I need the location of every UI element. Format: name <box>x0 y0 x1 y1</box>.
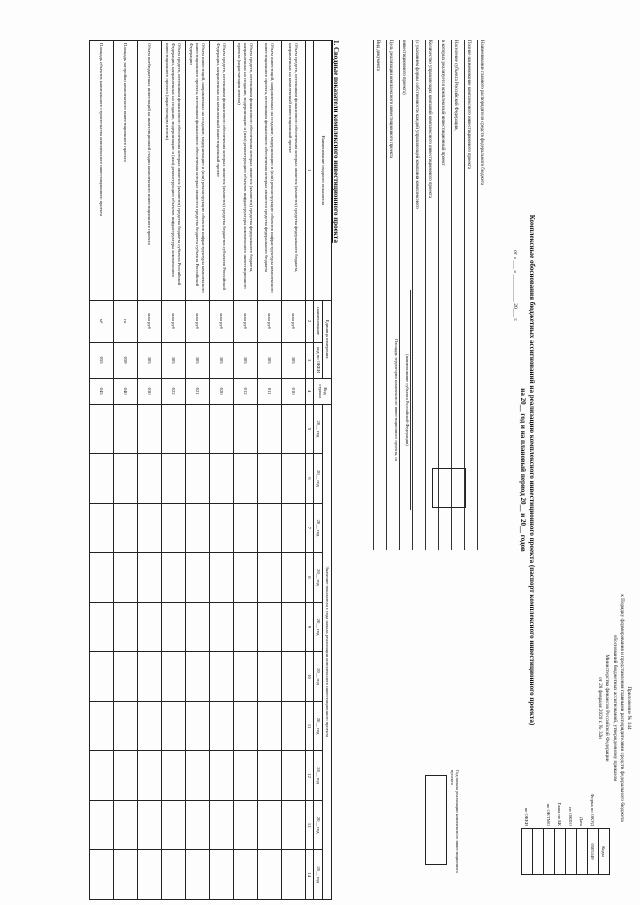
value-cell[interactable] <box>89 701 113 751</box>
indicator-name: Объем средств, источником финансового обеспечения которых является (являются) средства федерального бюджета, направленных на комплексный инвестиционный проект <box>281 41 305 301</box>
value-cell[interactable] <box>161 404 185 454</box>
value-cell[interactable] <box>257 454 281 504</box>
value-cell[interactable] <box>161 800 185 850</box>
value-cell[interactable] <box>89 503 113 553</box>
value-cell[interactable] <box>209 602 233 652</box>
table-row <box>113 41 137 900</box>
table-row <box>137 41 161 900</box>
value-cell[interactable] <box>137 404 161 454</box>
column-number-row <box>305 41 314 900</box>
line-code: 020 <box>209 378 233 404</box>
field-label: Наименование главного распорядителя средств федерального бюджета <box>479 40 484 186</box>
value-cell[interactable] <box>257 800 281 850</box>
value-cell[interactable] <box>89 602 113 652</box>
value-cell[interactable] <box>209 503 233 553</box>
value-cell[interactable] <box>209 800 233 850</box>
indicator-name: Площадь объектов капитального строительства комплексного инвестиционного проекта <box>89 41 113 301</box>
col-number: 6 <box>305 454 314 504</box>
indicators-table <box>89 40 332 900</box>
value-cell[interactable] <box>185 652 209 702</box>
value-cell[interactable] <box>161 454 185 504</box>
value-cell[interactable] <box>89 652 113 702</box>
value-cell[interactable] <box>137 800 161 850</box>
col-number: 13 <box>305 800 314 850</box>
value-cell[interactable] <box>113 701 137 751</box>
field-label: Полное наименование комплексного инвестиционного проекта <box>466 40 471 170</box>
indicator-name: Объем средств, источником финансового обеспечения которых является (являются) средства федерального бюджета, направленных на создание, модернизацию и (или) реконструкцию объектов инфраструктуры комплексного инвестиционного проекта (нарастающим итогом) <box>233 41 257 301</box>
value-cell[interactable] <box>209 454 233 504</box>
okei-code: 385 <box>257 342 281 378</box>
value-cell[interactable] <box>233 404 257 454</box>
region-caption: (наименование субъекта Российской Федерации) <box>405 354 410 446</box>
value-cell[interactable] <box>281 404 305 454</box>
value-cell[interactable] <box>137 652 161 702</box>
col-header-values: Значение показателя с года начала реализации комплексного инвестиционного проекта <box>323 404 332 899</box>
form-field[interactable] <box>373 40 386 550</box>
form-title <box>518 40 536 900</box>
code-label: по ОКПО <box>568 807 574 826</box>
col-header-unit-name: наименование <box>314 300 323 342</box>
value-cell[interactable] <box>161 652 185 702</box>
title-period: на 20__ год и на плановый период 20__ и 20__ годов <box>519 388 527 552</box>
value-cell[interactable] <box>281 503 305 553</box>
region-block <box>394 290 430 510</box>
okei-code: 055 <box>89 342 113 378</box>
value-cell[interactable] <box>89 850 113 900</box>
line-code: 022 <box>161 378 185 404</box>
approval-line: обоснований бюджетных ассигнований, утвержденному приказом <box>611 634 618 782</box>
indicator-name: Объем внебюджетных инвестиций на инвестиционной стадии комплексного инвестиционного проекта <box>137 41 161 301</box>
value-cell[interactable] <box>209 850 233 900</box>
line-code: 021 <box>185 378 209 404</box>
col-header-year: 20__ год <box>314 701 323 751</box>
col-number: 4 <box>305 378 314 404</box>
table-row <box>161 41 185 900</box>
value-cell[interactable] <box>257 701 281 751</box>
value-cell[interactable] <box>113 404 137 454</box>
col-number: 11 <box>305 701 314 751</box>
unit-name: млн руб <box>281 300 305 342</box>
okei-code: 385 <box>161 342 185 378</box>
col-number: 1 <box>305 41 314 301</box>
field-label: инвестиционного проекта) <box>401 40 406 95</box>
title-line: Комплексные обоснования бюджетных ассигнований на реализацию комплексного инвестиционного проекта (паспорт комплексного инвестиционного проекта) <box>528 214 536 726</box>
value-cell[interactable] <box>281 454 305 504</box>
col-header-year: 20__ год <box>314 602 323 652</box>
okei-code: 059 <box>113 342 137 378</box>
approval-line: от 28 февраля 2020 г. № 32н <box>597 677 604 739</box>
value-cell[interactable] <box>281 652 305 702</box>
field-label: в которых реализуется комплексный инвестиционный проект <box>440 40 445 166</box>
value-cell[interactable] <box>209 652 233 702</box>
value-cell[interactable] <box>233 701 257 751</box>
value-cell[interactable] <box>137 850 161 900</box>
value-cell[interactable] <box>137 701 161 751</box>
value-cell[interactable] <box>89 751 113 801</box>
indicator-name: Объем средств, источником финансового обеспечения которых является (являются) средства бюджетов субъектов Российской Федерации, направленных на комплексный инвестиционный проект <box>209 41 233 301</box>
form-field[interactable] <box>477 40 490 550</box>
value-cell[interactable] <box>113 751 137 801</box>
col-number: 7 <box>305 503 314 553</box>
table-row <box>89 41 113 900</box>
unit-name: млн руб <box>161 300 185 342</box>
value-cell[interactable] <box>113 652 137 702</box>
unit-name: млн руб <box>185 300 209 342</box>
col-header-year: 20__ год <box>314 751 323 801</box>
col-number: 9 <box>305 602 314 652</box>
okei-code: 385 <box>137 342 161 378</box>
field-label: Цель реализации комплексного инвестиционного проекта <box>388 40 393 159</box>
unit-name: млн руб <box>257 300 281 342</box>
value-cell[interactable] <box>233 800 257 850</box>
value-cell[interactable] <box>257 751 281 801</box>
col-number: 3 <box>305 342 314 378</box>
okei-code: 385 <box>281 342 305 378</box>
value-cell[interactable] <box>161 553 185 603</box>
value-cell[interactable] <box>113 602 137 652</box>
col-header-year: 20__ год <box>314 553 323 603</box>
value-cell[interactable] <box>209 701 233 751</box>
value-cell[interactable] <box>185 701 209 751</box>
value-cell[interactable] <box>233 850 257 900</box>
table-row <box>185 41 209 900</box>
value-cell[interactable] <box>233 602 257 652</box>
line-code: 012 <box>233 378 257 404</box>
indicator-name: Площадь застройки комплексного инвестиционного проекта <box>113 41 137 301</box>
col-number: 12 <box>305 751 314 801</box>
value-cell[interactable] <box>233 454 257 504</box>
value-cell[interactable] <box>161 850 185 900</box>
value-cell[interactable] <box>281 800 305 850</box>
value-cell[interactable] <box>233 553 257 603</box>
value-cell[interactable] <box>185 850 209 900</box>
start-year-label: Год начала реализации комплексного инвестиционного проекта <box>450 770 460 874</box>
col-header-line: Код строки <box>314 378 332 404</box>
area-caption: Площадь территории комплексного инвестиционного проекта, га <box>394 338 399 462</box>
indicator-name: Объем средств, источником финансового обеспечения которых является (являются) средства бюджета субъекта Российской Федерации, направленных на создание, модернизацию и (или) реконструкцию объектов инфраструктуры комплексного инвестиционного проекта (нарастающим итогом) <box>161 41 185 301</box>
code-label: по ОКТМО <box>546 803 552 826</box>
value-cell[interactable] <box>185 751 209 801</box>
col-number: 8 <box>305 553 314 603</box>
value-cell[interactable] <box>281 751 305 801</box>
approval-line: к Порядку формирования и представления главными распорядителями средств федерального бюджета <box>618 594 625 822</box>
col-number: 5 <box>305 404 314 454</box>
code-value <box>555 829 566 875</box>
okei-code: 385 <box>233 342 257 378</box>
value-cell[interactable] <box>161 701 185 751</box>
line-code: 030 <box>137 378 161 404</box>
line-code: 011 <box>257 378 281 404</box>
code-label: Форма по ОКУД <box>590 793 596 826</box>
unit-name: млн руб <box>233 300 257 342</box>
col-header-unit: Единица измерения <box>323 300 332 378</box>
field-label: Вид документа <box>375 40 380 71</box>
okei-code: 385 <box>185 342 209 378</box>
approval-line: Министерства финансов Российской Федерации <box>604 654 611 762</box>
col-header-year: 20__ год <box>314 404 323 454</box>
value-cell[interactable] <box>281 602 305 652</box>
value-cell[interactable] <box>137 454 161 504</box>
col-number: 14 <box>305 850 314 900</box>
value-cell[interactable] <box>137 553 161 603</box>
value-cell[interactable] <box>185 404 209 454</box>
value-cell[interactable] <box>89 800 113 850</box>
code-value <box>544 829 555 875</box>
value-cell[interactable] <box>233 751 257 801</box>
col-header-year: 20__ год <box>314 652 323 702</box>
indicator-name: Объем инвестиций, направленных на создание, модернизацию и (или) реконструкцию объектов инфраструктуры комплексного инвестиционного проекта, источником финансового обеспечения которых являются средства бюджета субъекта Российской Федерации <box>185 41 209 301</box>
unit-name: га <box>113 300 137 342</box>
start-year-block <box>425 770 460 880</box>
section-title: 1. Сводные показатели комплексного инвестиционного проекта <box>332 40 340 243</box>
value-cell[interactable] <box>233 503 257 553</box>
value-cell[interactable] <box>89 454 113 504</box>
value-cell[interactable] <box>209 404 233 454</box>
code-value <box>577 829 588 875</box>
code-label: Глава по БК <box>557 802 563 826</box>
value-cell[interactable] <box>113 850 137 900</box>
col-number: 10 <box>305 652 314 702</box>
field-label: (с указанием формы собственности каждой управляющей компании комплексного <box>414 40 419 209</box>
start-year-box[interactable] <box>425 775 447 865</box>
value-cell[interactable] <box>137 503 161 553</box>
value-cell[interactable] <box>209 553 233 603</box>
value-cell[interactable] <box>257 553 281 603</box>
line-code: 040 <box>113 378 137 404</box>
value-cell[interactable] <box>185 800 209 850</box>
value-cell[interactable] <box>161 503 185 553</box>
col-number: 2 <box>305 300 314 342</box>
value-cell[interactable] <box>209 751 233 801</box>
value-cell[interactable] <box>89 553 113 603</box>
code-label: по ОКЕИ <box>524 807 530 826</box>
value-cell[interactable] <box>161 751 185 801</box>
value-cell[interactable] <box>161 602 185 652</box>
value-cell[interactable] <box>113 553 137 603</box>
table-row <box>209 41 233 900</box>
table-body <box>89 41 305 900</box>
value-cell[interactable] <box>257 404 281 454</box>
area-box[interactable] <box>432 468 466 508</box>
table-row <box>257 41 281 900</box>
value-cell[interactable] <box>257 652 281 702</box>
code-value <box>566 829 577 875</box>
value-cell[interactable] <box>113 503 137 553</box>
col-header-year: 20__ год <box>314 800 323 850</box>
col-header-okei: код по ОКЕИ <box>314 342 323 378</box>
col-header-name: Наименование сводного показателя <box>314 41 332 301</box>
unit-name: млн руб <box>209 300 233 342</box>
value-cell[interactable] <box>281 701 305 751</box>
value-cell[interactable] <box>185 454 209 504</box>
value-cell[interactable] <box>257 602 281 652</box>
line-code: 045 <box>89 378 113 404</box>
value-cell[interactable] <box>89 404 113 454</box>
table-row <box>233 41 257 900</box>
value-cell[interactable] <box>281 850 305 900</box>
value-cell[interactable] <box>233 652 257 702</box>
code-label: Дата <box>579 816 585 826</box>
value-cell[interactable] <box>257 503 281 553</box>
value-cell[interactable] <box>113 800 137 850</box>
unit-name: м² <box>89 300 113 342</box>
region-line[interactable] <box>410 290 422 510</box>
table-row <box>281 41 305 900</box>
indicator-name: Объем инвестиций, направленных на создание, модернизацию и (или) реконструкцию объектов инфраструктуры комплексного инвестиционного проекта, источником финансового обеспечения которых являются средства федерального бюджета <box>257 41 281 301</box>
unit-name: млн руб <box>137 300 161 342</box>
col-header-year: 20__ год <box>314 850 323 900</box>
code-value: 0505349 <box>588 829 599 875</box>
line-code: 010 <box>281 378 305 404</box>
field-label: Количество управляющих компаний комплексного инвестиционного проекта <box>427 40 432 199</box>
value-cell[interactable] <box>137 751 161 801</box>
codes-header: Коды <box>599 829 610 875</box>
col-header-year: 20__ год <box>314 503 323 553</box>
value-cell[interactable] <box>137 602 161 652</box>
value-cell[interactable] <box>185 553 209 603</box>
field-label: Население субъекта Российской Федерации, <box>453 40 458 131</box>
value-cell[interactable] <box>257 850 281 900</box>
value-cell[interactable] <box>185 602 209 652</box>
value-cell[interactable] <box>113 454 137 504</box>
date-line: от « ___ » __________ 20___ г. <box>512 250 518 322</box>
col-header-year: 20__ год <box>314 454 323 504</box>
value-cell[interactable] <box>281 553 305 603</box>
approval-line: Приложение № 144 <box>626 686 632 730</box>
value-cell[interactable] <box>185 503 209 553</box>
okei-code: 385 <box>209 342 233 378</box>
